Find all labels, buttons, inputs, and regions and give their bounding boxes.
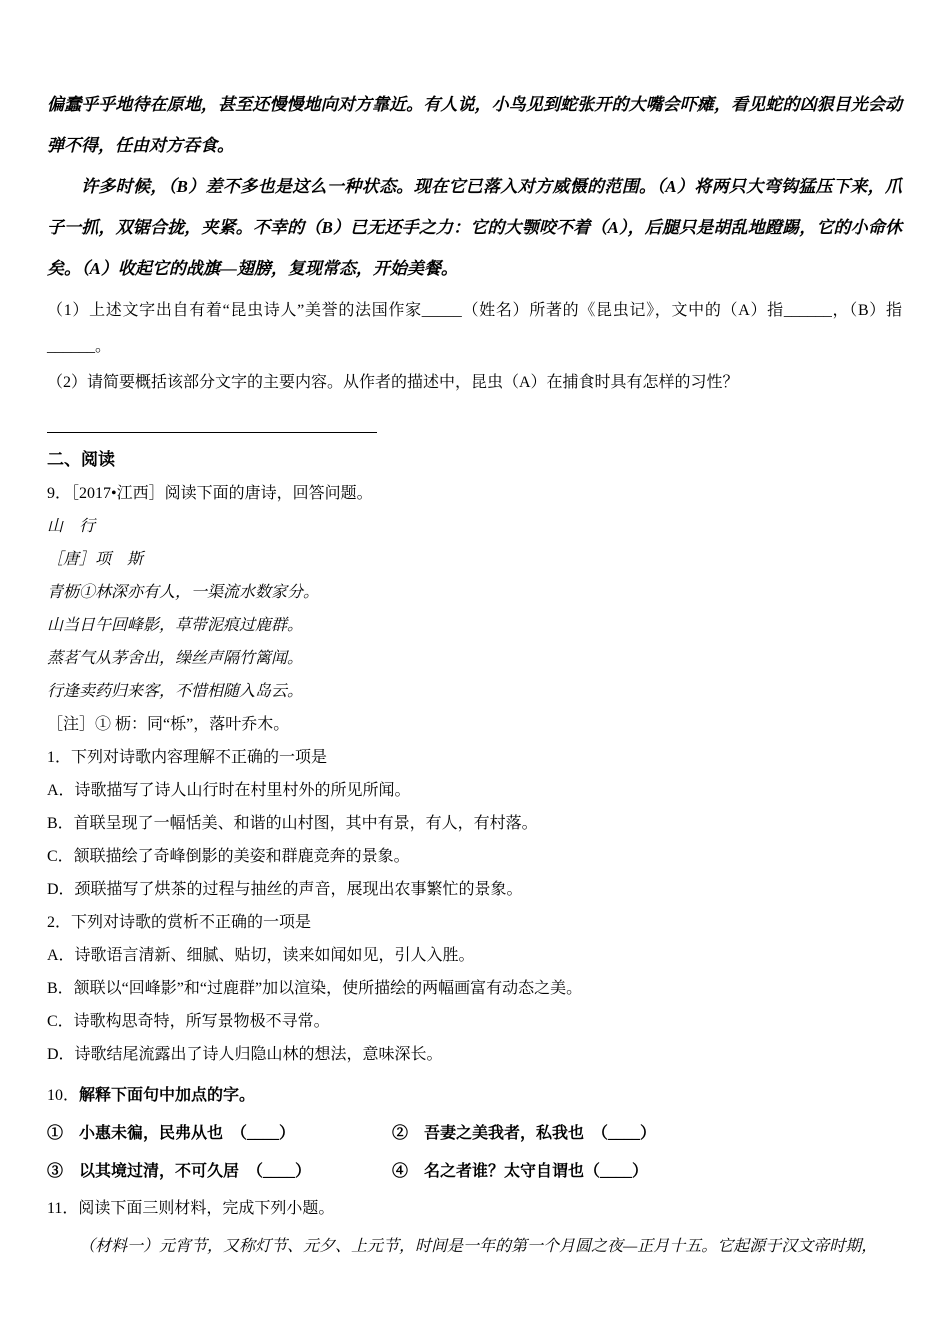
q10-item-4: ④ 名之者谁？太守自谓也（____） bbox=[392, 1163, 649, 1180]
question-10-text: 解释下面句中加点的字。 bbox=[79, 1087, 256, 1104]
q9-sub2-option-d: D．诗歌结尾流露出了诗人归隐山林的想法，意味深长。 bbox=[47, 1046, 443, 1063]
section-two-heading: 二、阅读 bbox=[47, 450, 115, 469]
q9-sub2-option-b: B．颔联以“回峰影”和“过鹿群”加以渲染，使所描绘的两幅画富有动态之美。 bbox=[47, 980, 583, 997]
poem-note: ［注］① 枥：同“栎”，落叶乔木。 bbox=[47, 716, 290, 733]
poem-line-4: 行逢卖药归来客，不惜相随入岛云。 bbox=[47, 683, 304, 700]
q9-sub2-stem: 2．下列对诗歌的赏析不正确的一项是 bbox=[47, 914, 312, 931]
question-8-part2: （2）请简要概括该部分文字的主要内容。从作者的描述中，昆虫（A）在捕食时具有怎样的习性？ bbox=[47, 374, 739, 391]
poem-author: ［唐］项 斯 bbox=[47, 551, 144, 568]
question-8-part1: （1）上述文字出自有着“昆虫诗人”美誉的法国作家_____（姓名）所著的《昆虫记》，文中的（A）指______，（B）指______。 bbox=[47, 302, 902, 355]
q10-item-2: ② 吾妻之美我者，私我也 （____） bbox=[392, 1125, 657, 1142]
q9-sub1-option-d: D．颈联描写了烘茶的过程与抽丝的声音，展现出农事繁忙的景象。 bbox=[47, 881, 523, 898]
q9-sub1-option-c: C．颔联描绘了奇峰倒影的美姿和群鹿竞奔的景象。 bbox=[47, 848, 410, 865]
poem-title: 山 行 bbox=[47, 518, 96, 535]
poem-line-3: 蒸茗气从茅舍出，缲丝声隔竹篱闻。 bbox=[47, 650, 304, 667]
question-10-stem bbox=[47, 1077, 902, 1115]
q10-item-3: ③ 以其境过清，不可久居 （____） bbox=[47, 1163, 312, 1180]
answer-blank-line bbox=[47, 407, 377, 433]
question-10-number: 10． bbox=[47, 1087, 80, 1104]
poem-line-1: 青枥①林深亦有人，一渠流水数家分。 bbox=[47, 584, 320, 601]
q9-sub1-stem: 1．下列对诗歌内容理解不正确的一项是 bbox=[47, 749, 328, 766]
q9-sub2-option-a: A．诗歌语言清新、细腻、贴切，读来如闻如见，引人入胜。 bbox=[47, 947, 475, 964]
q9-sub1-option-a: A．诗歌描写了诗人山行时在村里村外的所见所闻。 bbox=[47, 782, 411, 799]
question-9-intro: 9．［2017•江西］阅读下面的唐诗，回答问题。 bbox=[47, 485, 373, 502]
q9-sub1-option-b: B．首联呈现了一幅恬美、和谐的山村图，其中有景，有人，有村落。 bbox=[47, 815, 538, 832]
q10-item-1: ① 小惠未徧，民弗从也 （____） bbox=[47, 1125, 296, 1142]
question-11-intro: 11．阅读下面三则材料，完成下列小题。 bbox=[47, 1200, 335, 1217]
lead-paragraph-2: 许多时候，（B）差不多也是这么一种状态。现在它已落入对方威慑的范围。（A）将两只大弯钩猛压下来，爪子一抓，双锯合拢，夹紧。不幸的（B）已无还手之力：它的大颚咬不着（A），后腿只是胡乱地蹬踢，它的小命休矣。（A）收起它的战旗—翅膀，复现常态，开始美餐。 bbox=[47, 177, 902, 278]
question-10-row-2 bbox=[47, 1153, 902, 1191]
poem-line-2: 山当日午回峰影，草带泥痕过鹿群。 bbox=[47, 617, 304, 634]
question-10-row-1 bbox=[47, 1115, 902, 1153]
question-11-material-1: （材料一）元宵节，又称灯节、元夕、上元节，时间是一年的第一个月圆之夜—正月十五。它起源于汉文帝时期， bbox=[79, 1238, 878, 1255]
lead-paragraph-1: 偏蠢乎乎地待在原地，甚至还慢慢地向对方靠近。有人说，小鸟见到蛇张开的大嘴会吓瘫，看见蛇的凶狠目光会动弹不得，任由对方吞食。 bbox=[47, 95, 902, 155]
q9-sub2-option-c: C．诗歌构思奇特，所写景物极不寻常。 bbox=[47, 1013, 330, 1030]
